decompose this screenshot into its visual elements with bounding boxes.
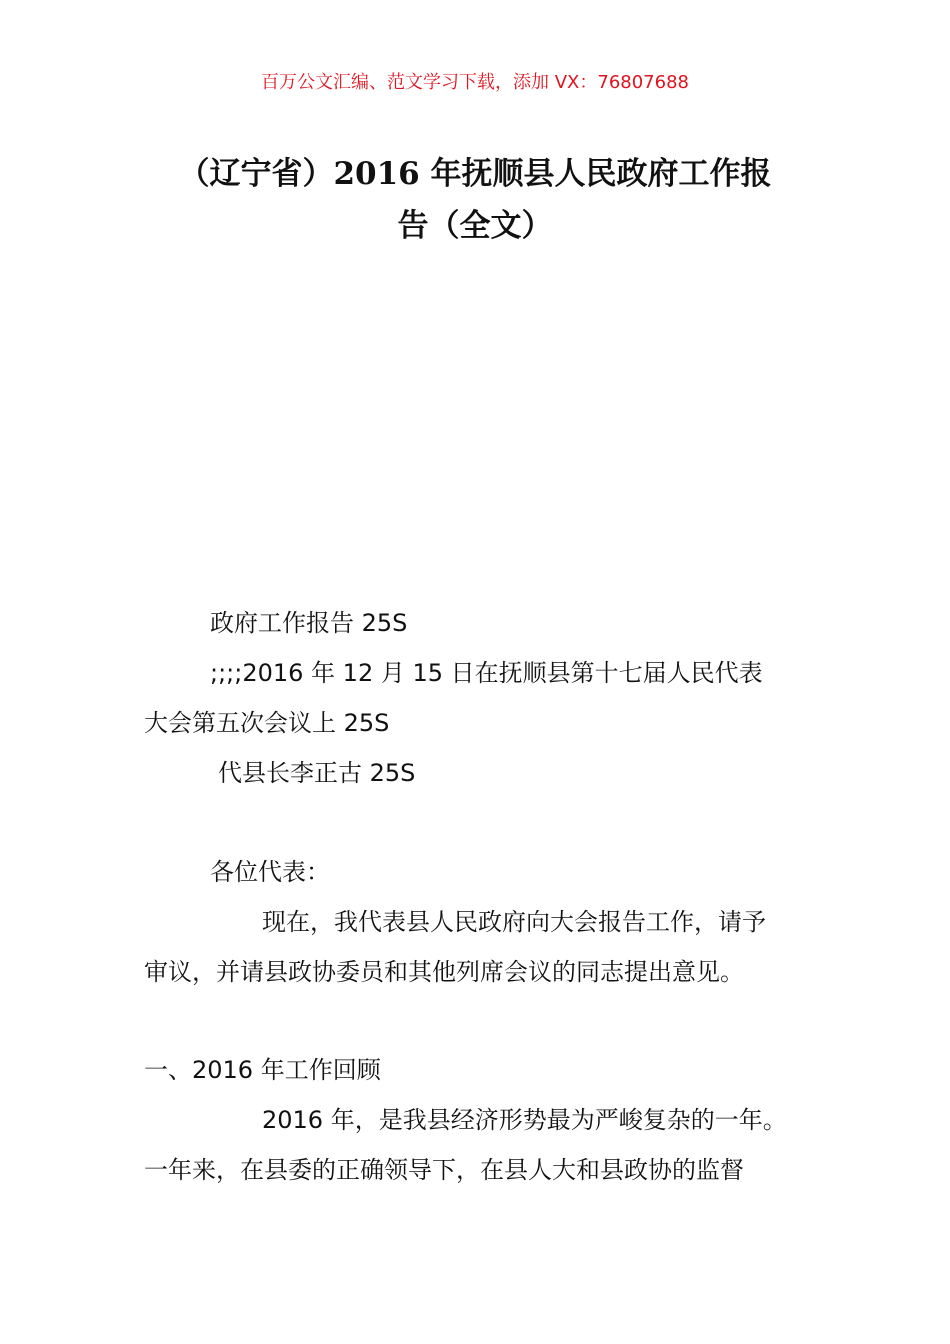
- section-paragraph-line-2: 一年来，在县委的正确领导下，在县人大和县政协的监督: [144, 1156, 744, 1184]
- meta-report-label: 政府工作报告 25S: [210, 609, 408, 637]
- document-title-line-1: （辽宁省）2016 年抚顺县人民政府工作报: [178, 156, 772, 192]
- greeting: 各位代表：: [210, 858, 330, 886]
- intro-line-2: 审议，并请县政协委员和其他列席会议的同志提出意见。: [144, 958, 744, 986]
- document-title-line-2: 告（全文）: [397, 208, 553, 244]
- intro-line-1: 现在，我代表县人民政府向大会报告工作，请予: [262, 908, 766, 936]
- download-notice: 百万公文汇编、范文学习下载，添加 VX：76807688: [261, 72, 689, 93]
- section-heading: 一、2016 年工作回顾: [144, 1056, 381, 1084]
- meta-date-venue: ;;;;2016 年 12 月 15 日在抚顺县第十七届人民代表: [210, 659, 763, 687]
- meta-speaker: 代县长李正古 25S: [218, 759, 416, 787]
- section-paragraph-line-1: 2016 年，是我县经济形势最为严峻复杂的一年。: [262, 1106, 787, 1134]
- document-title: [145, 148, 805, 252]
- meta-session: 大会第五次会议上 25S: [144, 709, 390, 737]
